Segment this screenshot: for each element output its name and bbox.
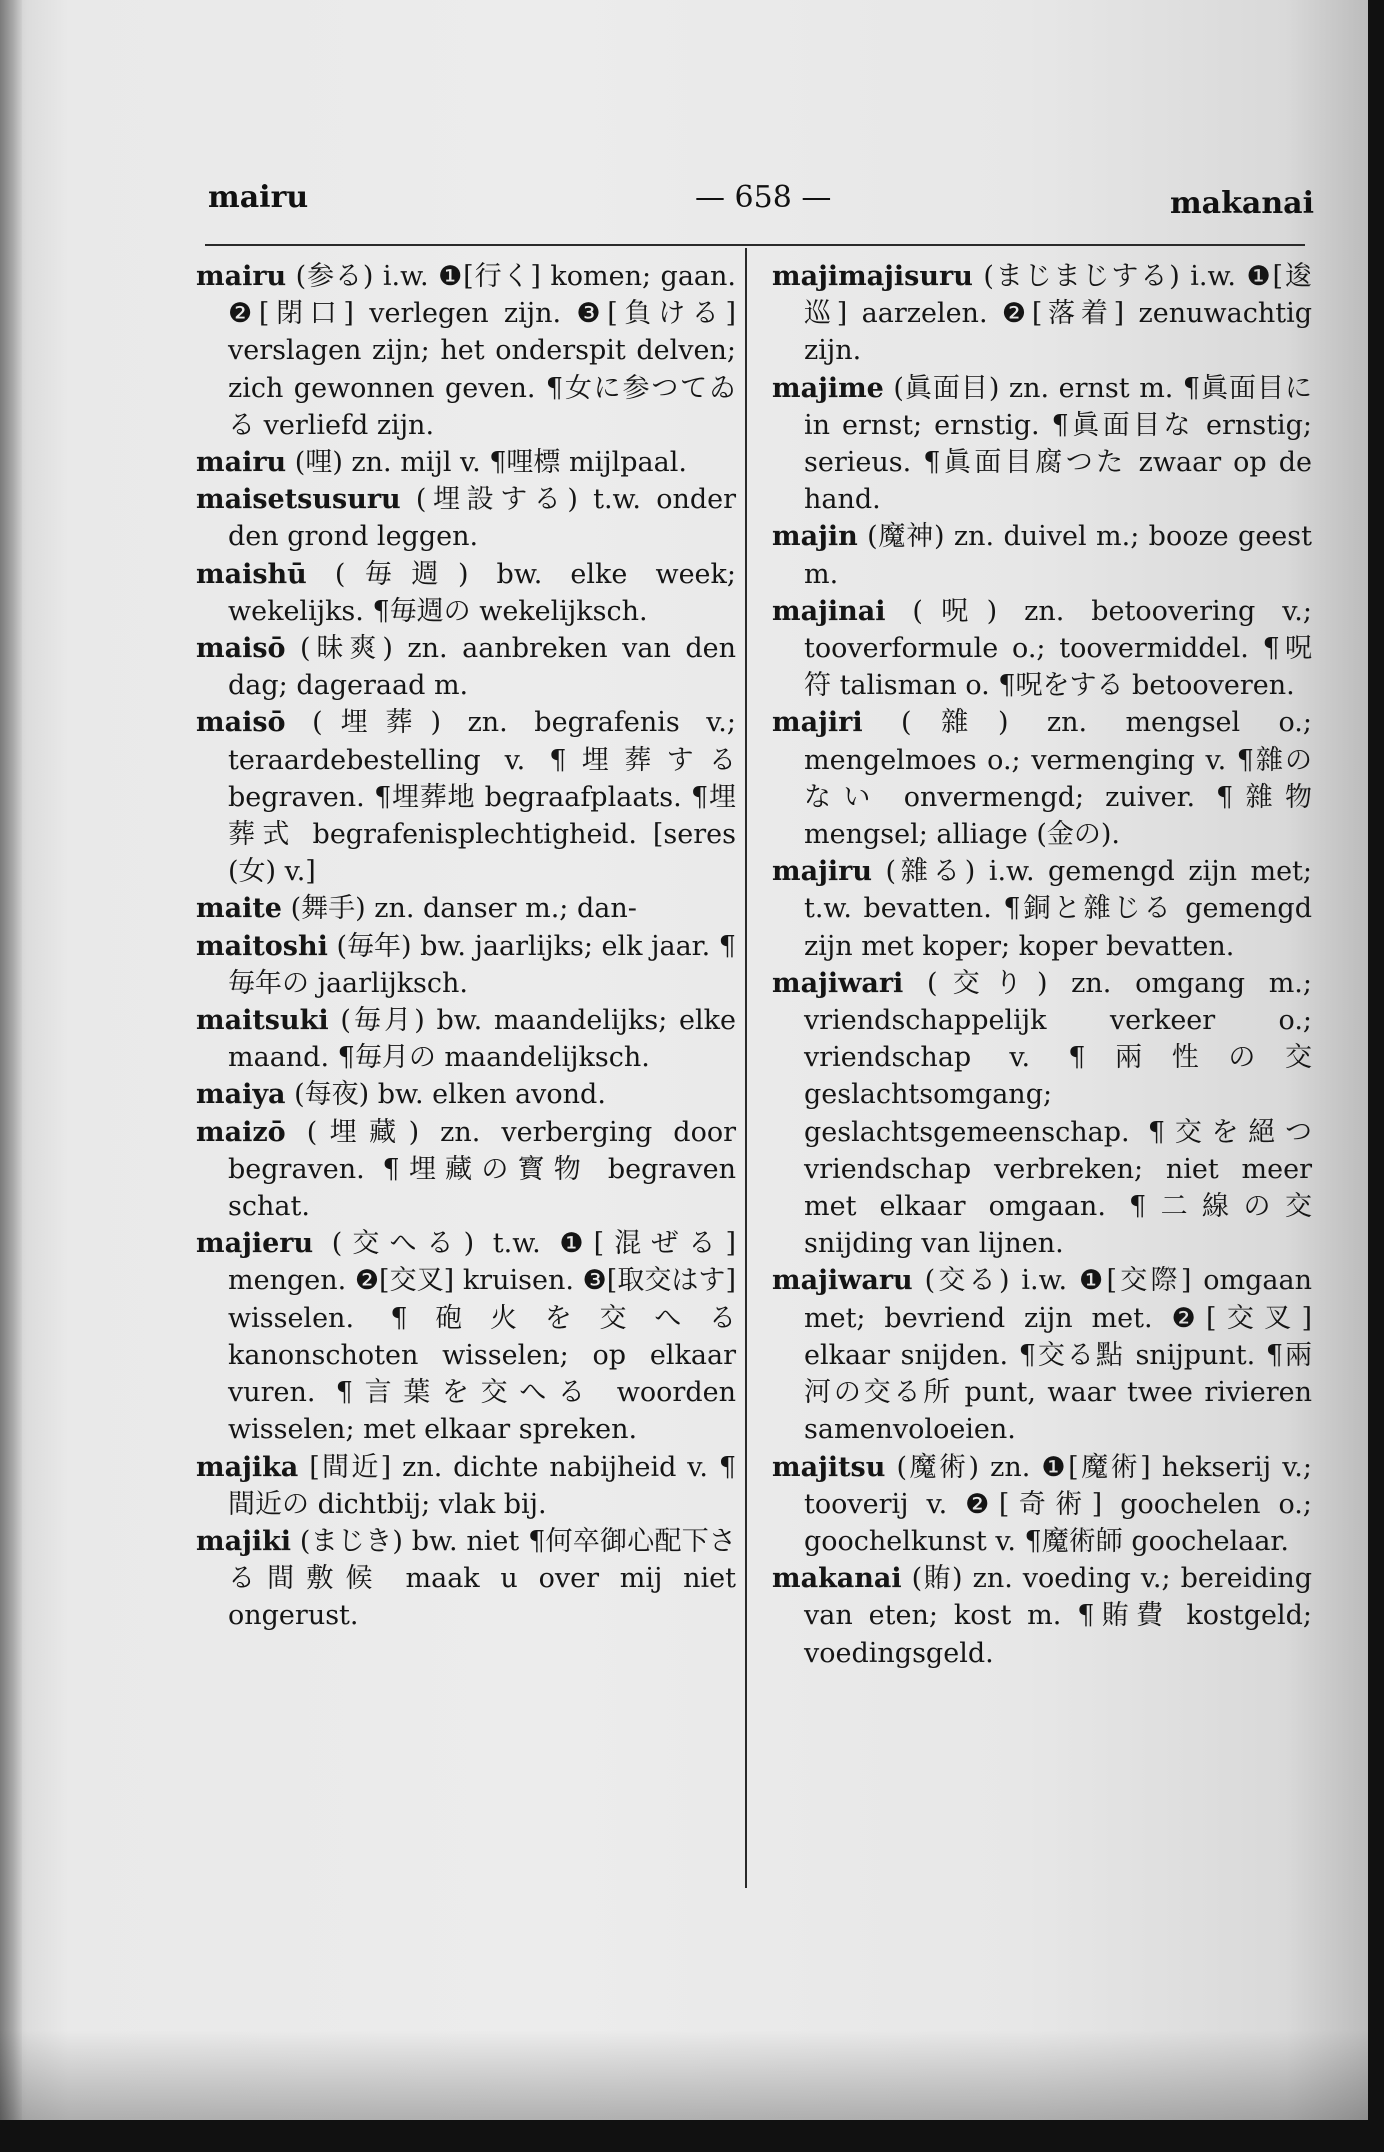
dictionary-entry <box>772 593 1312 705</box>
entry-headword: majitsu <box>772 1451 886 1483</box>
left-running-headword: mairu <box>208 180 309 215</box>
dictionary-entry <box>772 965 1312 1263</box>
entry-headword: maisō <box>196 633 286 665</box>
entry-definition: (雜) zn. mengsel o.; mengelmoes o.; vermenging v. ¶雜のない onvermengd; zuiver. ¶雜物 mengsel; alliage (金の). <box>804 707 1312 851</box>
entry-headword: majiki <box>196 1525 292 1557</box>
entry-definition: (毎週) bw. elke week; wekelijks. ¶毎週の wekelijksch. <box>228 558 736 627</box>
entry-headword: maitsuki <box>196 1005 329 1037</box>
entry-definition: (哩) zn. mijl v. ¶哩標 mijlpaal. <box>294 447 687 479</box>
dictionary-entry <box>196 556 736 630</box>
dictionary-entry <box>772 518 1312 592</box>
entry-definition: (魔神) zn. duivel m.; booze geest m. <box>804 521 1312 590</box>
dictionary-entry <box>196 1523 736 1635</box>
dictionary-entry <box>772 853 1312 965</box>
entry-headword: majimajisuru <box>772 261 973 292</box>
dictionary-entry <box>196 630 736 704</box>
dictionary-entry <box>772 258 1312 370</box>
entry-definition: (埋葬) zn. begrafenis v.; teraardebestelling v. ¶埋葬する begraven. ¶埋葬地 begraafplaats. ¶埋葬式 begrafenisplechtigheid. [seres (女) v.] <box>228 707 736 888</box>
dictionary-entry <box>772 704 1312 853</box>
entry-definition: (每夜) bw. elken avond. <box>294 1079 606 1111</box>
dictionary-entry <box>772 1449 1312 1561</box>
entry-headword: majiru <box>772 856 872 888</box>
entry-definition: (参る) i.w. ❶[行く] komen; gaan. ❷[閉口] verlegen zijn. ❸[負ける] verslagen zijn; het onderspit delven; zich gewonnen geven. ¶女に参つてゐる verliefd zijn. <box>228 261 736 441</box>
dictionary-entry <box>196 1114 736 1226</box>
entry-headword: maite <box>196 893 282 925</box>
dictionary-entry <box>196 481 736 555</box>
entry-definition: (舞手) zn. danser m.; dan- <box>290 893 637 925</box>
entry-headword: maishū <box>196 558 307 590</box>
entry-definition: (まじき) bw. niet ¶何卒御心配下さる間敷候 maak u over mij niet ongerust. <box>228 1525 736 1632</box>
entry-headword: majieru <box>196 1228 314 1260</box>
right-column <box>772 258 1312 1672</box>
entry-headword: makanai <box>772 1563 902 1595</box>
entry-headword: maitoshi <box>196 930 328 962</box>
entry-definition: (交る) i.w. ❶[交際] omgaan met; bevriend zijn met. ❷[交叉] elkaar snijden. ¶交る點 snijpunt. ¶兩河の交る所 punt, waar twee rivieren samenvoloeien. <box>804 1265 1312 1446</box>
dictionary-entry <box>772 370 1312 519</box>
dictionary-entry <box>772 1262 1312 1448</box>
dictionary-entry <box>772 1560 1312 1672</box>
header-rule <box>205 244 1305 246</box>
entry-definition: (呪) zn. betoovering v.; tooverformule o.; toovermiddel. ¶呪符 talisman o. ¶呪をする betooveren. <box>804 595 1312 702</box>
page-bottom-shadow <box>0 2030 1368 2120</box>
entry-headword: majinai <box>772 595 886 627</box>
entry-definition: (まじまじする) i.w. ❶[逡巡] aarzelen. ❷[落着] zenuwachtig zijn. <box>804 261 1312 367</box>
book-spine-shadow <box>0 0 22 2120</box>
page-number: — 658 — <box>695 180 832 215</box>
entry-headword: maizō <box>196 1116 286 1148</box>
dictionary-entry <box>196 890 736 927</box>
entry-definition: (魔術) zn. ❶[魔術] hekserij v.; tooverij v. ❷[奇術] goochelen o.; goochelkunst v. ¶魔術師 goochelaar. <box>804 1451 1312 1557</box>
right-running-headword: makanai <box>1169 186 1314 221</box>
dictionary-entry <box>196 928 736 1002</box>
entry-definition: (毎年) bw. jaarlijks; elk jaar. ¶毎年の jaarlijksch. <box>228 930 736 999</box>
entry-headword: maisetsusuru <box>196 484 401 516</box>
entry-definition: (埋設する) t.w. onder den grond leggen. <box>228 484 737 553</box>
page-header <box>208 180 1314 240</box>
dictionary-entry <box>196 258 736 444</box>
entry-definition: (雜る) i.w. gemengd zijn met; t.w. bevatten. ¶銅と雜じる gemengd zijn met koper; koper bevatten. <box>804 856 1312 962</box>
dictionary-entry <box>196 1225 736 1448</box>
entry-definition: [間近] zn. dichte nabijheid v. ¶間近の dichtbij; vlak bij. <box>228 1451 736 1520</box>
entry-headword: majiwaru <box>772 1265 913 1297</box>
entry-headword: majiri <box>772 707 863 739</box>
entry-definition: (交り) zn. omgang m.; vriendschappelijk verkeer o.; vriendschap v. ¶兩性の交 geslachtsomgang; geslachtsgemeenschap. ¶交を絕つ vriendschap verbreken; niet meer met elkaar omgaan. ¶二線の交 snijding van lijnen. <box>804 967 1312 1260</box>
entry-definition: (埋藏) zn. verberging door begraven. ¶埋藏の寳物 begraven schat. <box>228 1116 736 1223</box>
left-column <box>196 258 736 1635</box>
entry-headword: maiya <box>196 1079 286 1111</box>
entry-headword: majime <box>772 372 884 404</box>
column-divider <box>745 248 747 1888</box>
entry-headword: majiwari <box>772 967 904 999</box>
entry-definition: (賄) zn. voeding v.; bereiding van eten; kost m. ¶賄費 kostgeld; voedingsgeld. <box>804 1563 1312 1669</box>
entry-definition: (毎月) bw. maandelijks; elke maand. ¶毎月の maandelijksch. <box>228 1005 736 1074</box>
entry-definition: (眞面目) zn. ernst m. ¶眞面目に in ernst; ernstig. ¶眞面目な ernstig; serieus. ¶眞面目腐つた zwaar op de hand. <box>804 372 1312 516</box>
entry-headword: majin <box>772 521 858 553</box>
entry-definition: (昧爽) zn. aanbreken van den dag; dageraad m. <box>228 633 736 702</box>
entry-headword: majika <box>196 1451 299 1483</box>
dictionary-entry <box>196 1449 736 1523</box>
dictionary-entry <box>196 1002 736 1076</box>
dictionary-entry <box>196 1076 736 1113</box>
dictionary-entry <box>196 444 736 481</box>
entry-headword: mairu <box>196 261 287 292</box>
entry-headword: maisō <box>196 707 286 739</box>
dictionary-entry <box>196 704 736 890</box>
entry-headword: mairu <box>196 447 287 479</box>
entry-definition: (交へる) t.w. ❶[混ぜる] mengen. ❷[交叉] kruisen. ❸[取交はす] wisselen. ¶砲火を交へる kanonschoten wisselen; op elkaar vuren. ¶言葉を交へる woorden wisselen; met elkaar spreken. <box>228 1228 736 1446</box>
